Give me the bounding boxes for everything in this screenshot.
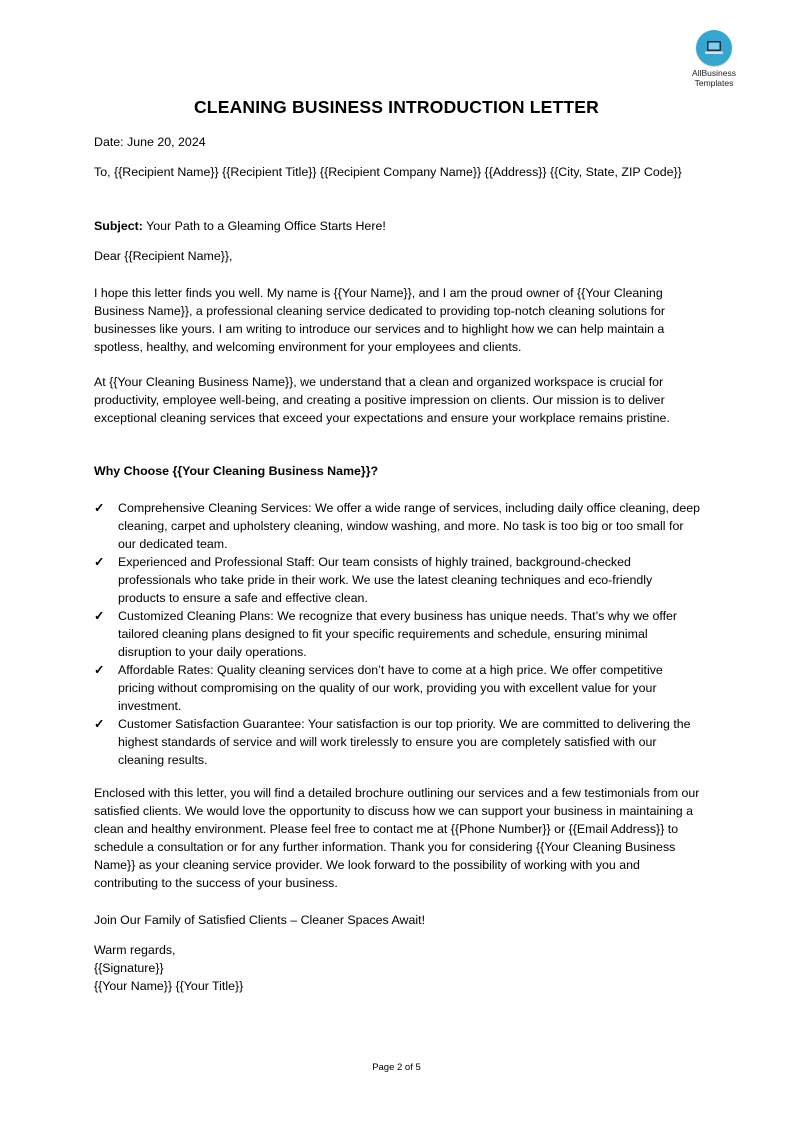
- benefit-text: Comprehensive Cleaning Services: We offer a wide range of services, including daily office cleaning, deep cleaning, carpet and upholstery cleaning, window washing, and more. No task is too big or too small for our dedicated team.: [118, 501, 700, 551]
- mission-paragraph: At {{Your Cleaning Business Name}}, we understand that a clean and organized workspace is crucial for productivity, employee well-being, and creating a positive impression on clients. Our mission is to deliver exceptional cleaning services that exceed your expectations and ensure your workplace remains pristine.: [94, 375, 670, 425]
- intro-paragraph: I hope this letter finds you well. My name is {{Your Name}}, and I am the proud owner of {{Your Cleaning Business Name}}, a professional cleaning service dedicated to providing top-notch cleaning solutions for businesses like yours. I am writing to introduce our services and to highlight how we can help maintain a spotless, healthy, and welcoming environment for your employees and clients.: [94, 286, 665, 354]
- laptop-icon: [696, 30, 732, 66]
- page-title: CLEANING BUSINESS INTRODUCTION LETTER: [193, 97, 600, 117]
- benefit-text: Affordable Rates: Quality cleaning services don’t have to come at a high price. We offer competitive pricing without compromising on the quality of our work, providing you with excellent value for your investment.: [118, 663, 663, 713]
- list-item: [94, 607, 700, 661]
- sender-name-title: {{Your Name}} {{Your Title}}: [94, 979, 244, 993]
- why-choose-heading: Why Choose {{Your Cleaning Business Name}}?: [94, 464, 379, 478]
- signature-block: [94, 941, 700, 995]
- closing-paragraph: Enclosed with this letter, you will find a detailed brochure outlining our services and a few testimonials from our satisfied clients. We would love the opportunity to discuss how we can support your business in maintaining a clean and healthy environment. Please feel free to contact me at {{Phone Number}} or {{Email Address}} to schedule a consultation or for any further information. Thank you for considering {{Your Cleaning Business Name}} as your cleaning service provider. We look forward to the possibility of working with you and contributing to the success of your business.: [94, 786, 700, 890]
- signature-placeholder: {{Signature}}: [94, 961, 164, 975]
- logo-line-1: AllBusiness: [692, 68, 736, 78]
- benefit-text: Customer Satisfaction Guarantee: Your satisfaction is our top priority. We are committed to delivering the highest standards of service and will work tirelessly to ensure you are completely satisfied with our cleaning results.: [118, 717, 691, 767]
- signoff-line: Warm regards,: [94, 943, 176, 957]
- letter-date: Date: June 20, 2024: [94, 135, 206, 149]
- checkmark-icon: ✓: [94, 663, 105, 677]
- subject-text: Your Path to a Gleaming Office Starts Here!: [142, 219, 386, 233]
- recipient-block: To, {{Recipient Name}} {{Recipient Title}} {{Recipient Company Name}} {{Address}} {{City, State, ZIP Code}}: [94, 165, 682, 179]
- benefits-list: [94, 499, 700, 769]
- greeting: Dear {{Recipient Name}},: [94, 249, 233, 263]
- tagline: Join Our Family of Satisfied Clients – Cleaner Spaces Await!: [94, 913, 426, 927]
- logo-text: [680, 68, 748, 88]
- list-item: [94, 715, 700, 769]
- subject-line: [94, 217, 700, 235]
- list-item: [94, 499, 700, 553]
- subject-label: Subject:: [94, 219, 143, 233]
- checkmark-icon: ✓: [94, 501, 105, 515]
- allbusiness-templates-logo: [680, 30, 748, 88]
- benefit-text: Customized Cleaning Plans: We recognize that every business has unique needs. That’s why we offer tailored cleaning plans designed to fit your specific requirements and schedule, ensuring minimal disruption to your daily operations.: [118, 609, 678, 659]
- checkmark-icon: ✓: [94, 555, 105, 569]
- list-item: [94, 553, 700, 607]
- list-item: [94, 661, 700, 715]
- checkmark-icon: ✓: [94, 717, 105, 731]
- benefit-text: Experienced and Professional Staff: Our team consists of highly trained, background-checked professionals who take pride in their work. We use the latest cleaning techniques and eco-friendly products to ensure a safe and effective clean.: [118, 555, 653, 605]
- logo-line-2: Templates: [694, 78, 734, 88]
- page-number: Page 2 of 5: [372, 1062, 421, 1073]
- checkmark-icon: ✓: [94, 609, 105, 623]
